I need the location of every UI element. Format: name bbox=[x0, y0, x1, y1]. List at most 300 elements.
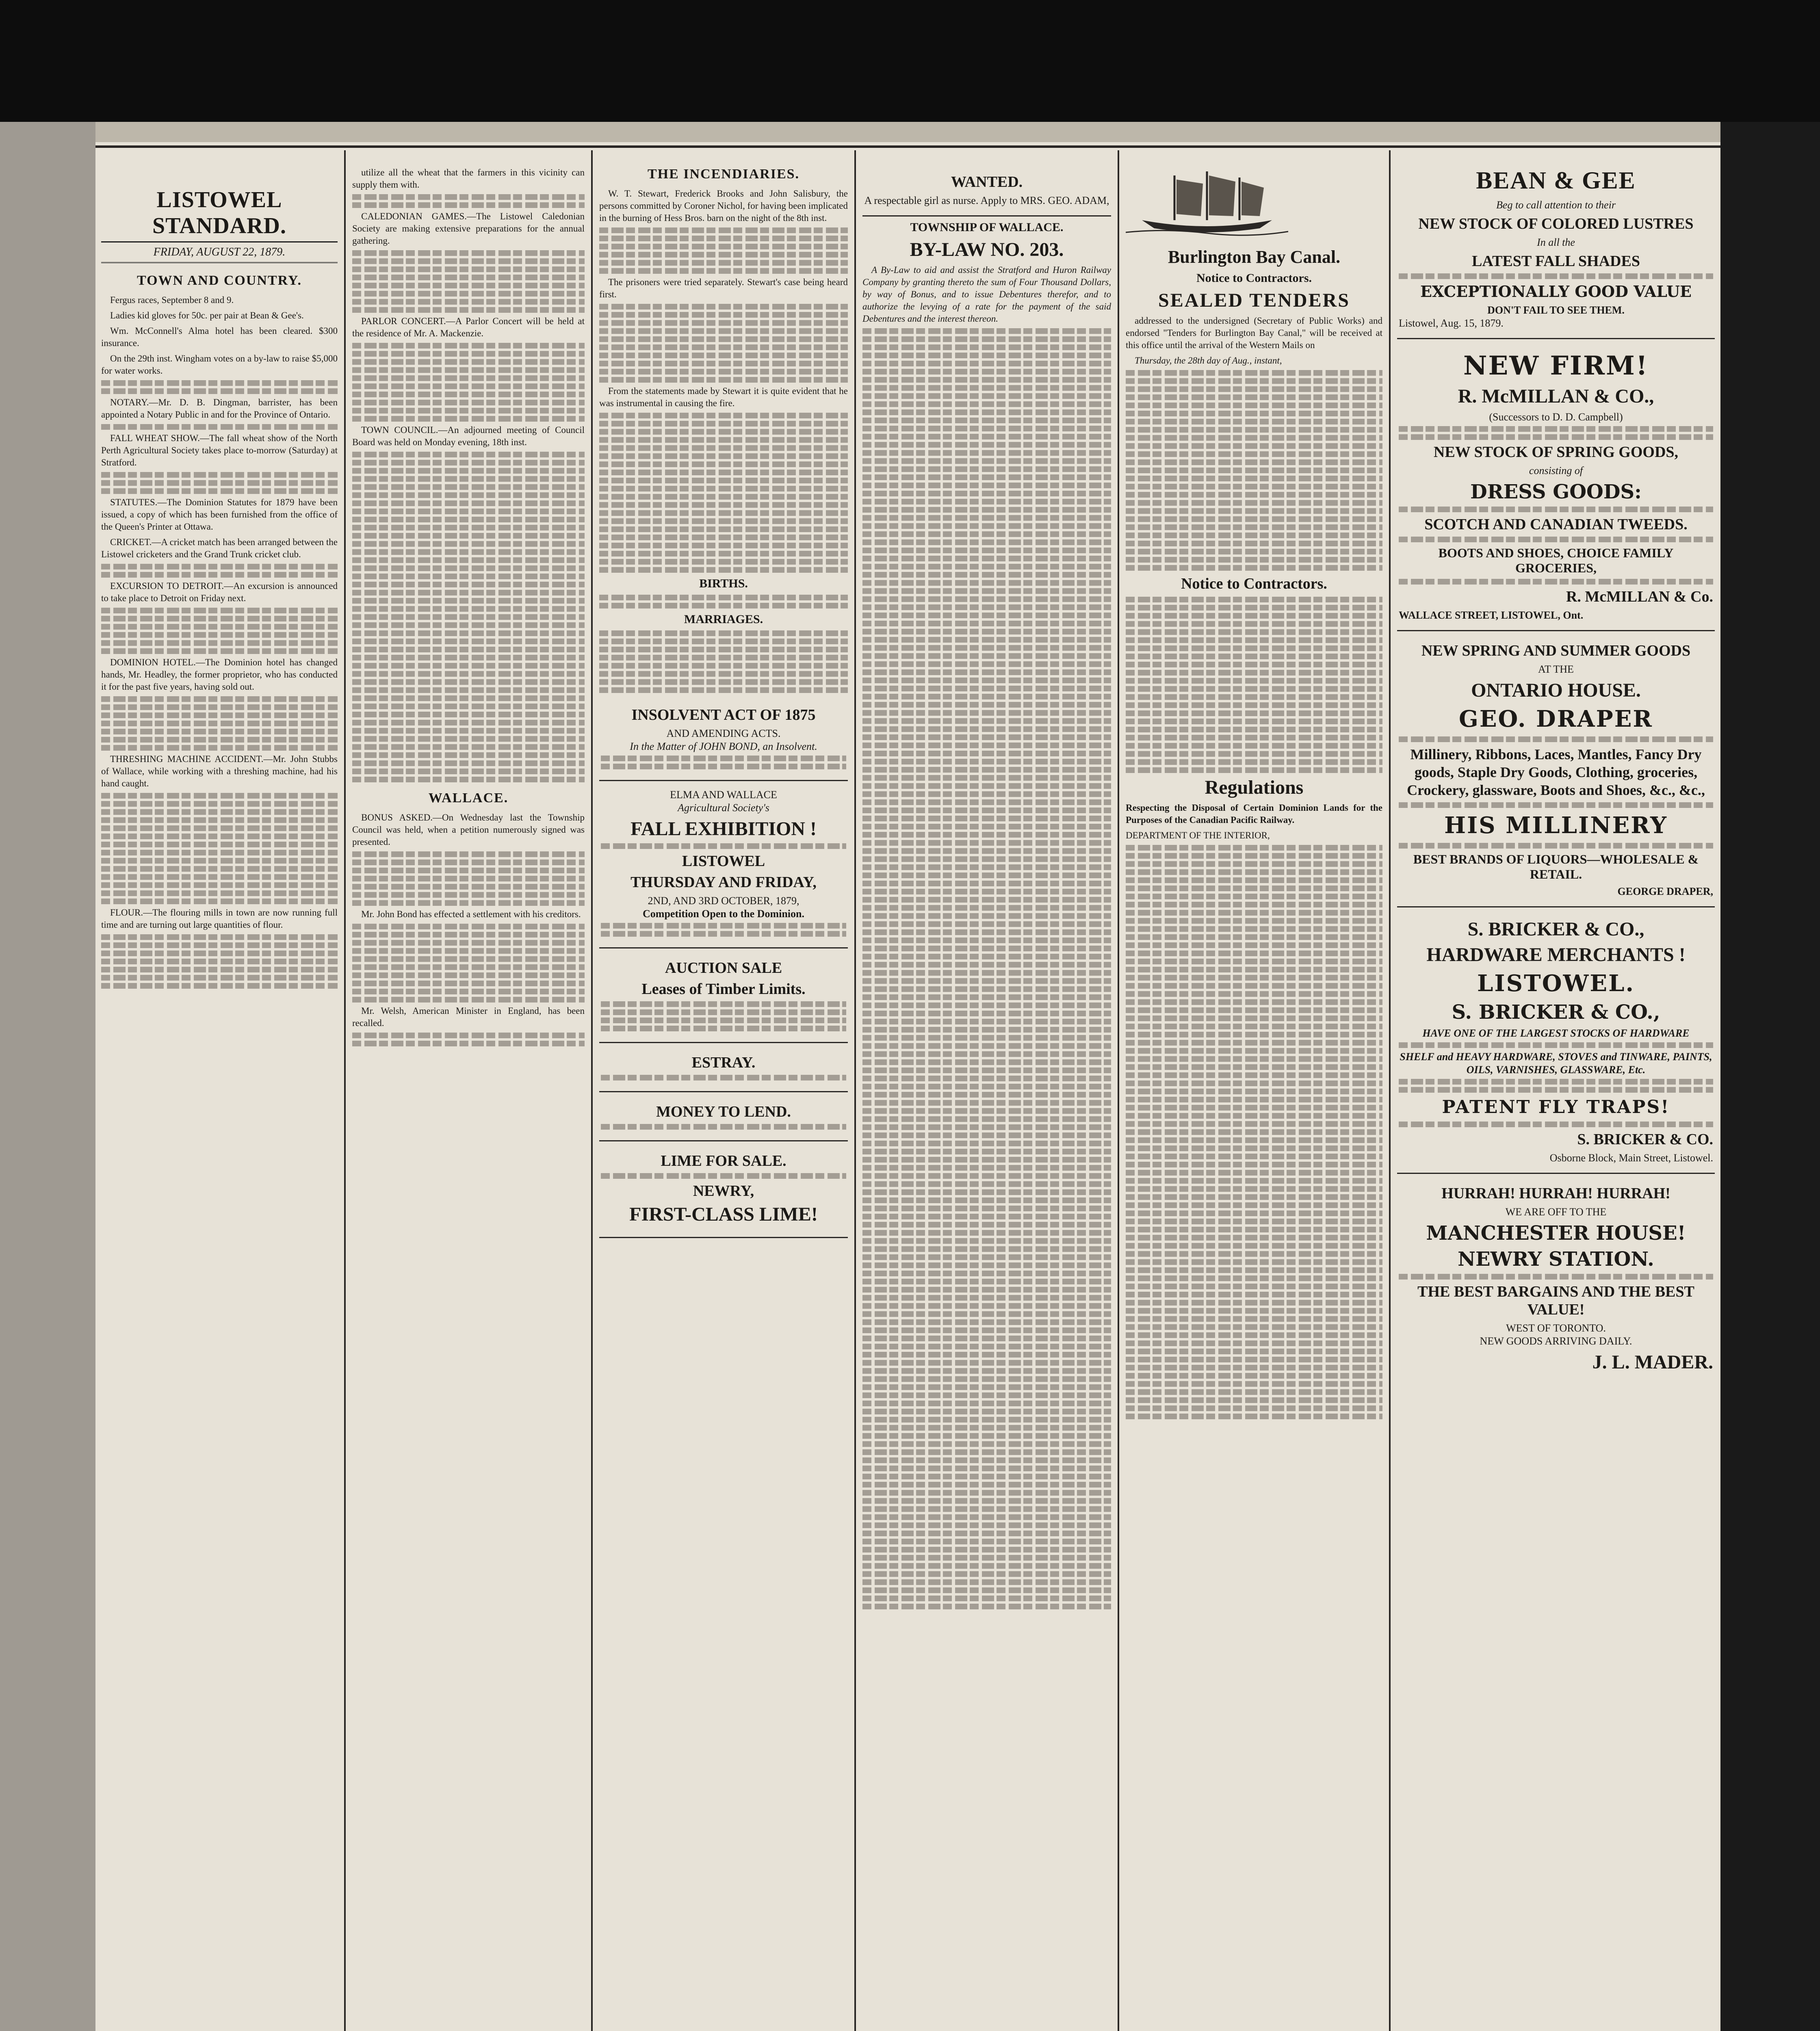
text-block bbox=[862, 808, 1111, 813]
text-block bbox=[352, 900, 585, 906]
draper-signature: GEORGE DRAPER, bbox=[1617, 886, 1713, 897]
text-block bbox=[862, 856, 1111, 862]
text-block bbox=[1126, 1016, 1382, 1021]
text-block bbox=[862, 458, 1111, 464]
text-block bbox=[1126, 1292, 1382, 1297]
text-block bbox=[1126, 1048, 1382, 1054]
text-block bbox=[862, 1539, 1111, 1544]
text-block bbox=[862, 523, 1111, 529]
text-block bbox=[101, 704, 338, 710]
issue-date: FRIDAY, AUGUST 22, 1879. bbox=[101, 243, 338, 263]
text-block bbox=[1126, 613, 1382, 619]
text-block bbox=[862, 1409, 1111, 1414]
text-block bbox=[862, 799, 1111, 805]
news-item: W. T. Stewart, Frederick Brooks and John Salisbury, the persons committed by Coroner Nichol, for having been implicated in the burning of Hess Bros. barn on the night of the 8th inst. bbox=[599, 188, 848, 223]
text-block bbox=[101, 712, 338, 718]
text-block bbox=[599, 518, 848, 524]
text-block bbox=[862, 1254, 1111, 1260]
lime-heading: LIME FOR SALE. bbox=[661, 1152, 786, 1169]
text-block bbox=[862, 1295, 1111, 1301]
tweeds: SCOTCH AND CANADIAN TWEEDS. bbox=[1424, 516, 1688, 533]
text-block bbox=[101, 424, 338, 430]
text-block bbox=[862, 1571, 1111, 1577]
text-block bbox=[862, 1051, 1111, 1057]
text-block bbox=[352, 582, 585, 587]
text-block bbox=[862, 710, 1111, 716]
text-block bbox=[101, 745, 338, 751]
text-block bbox=[599, 437, 848, 443]
text-block bbox=[1126, 468, 1382, 473]
text-block bbox=[599, 671, 848, 677]
at-the: AT THE bbox=[1538, 663, 1574, 675]
text-block bbox=[1126, 1137, 1382, 1143]
text-block bbox=[352, 712, 585, 717]
text-block bbox=[862, 840, 1111, 846]
text-block bbox=[101, 959, 338, 964]
text-block bbox=[1399, 507, 1713, 512]
text-block bbox=[599, 268, 848, 274]
newspaper-page bbox=[95, 122, 1720, 2031]
text-block bbox=[862, 491, 1111, 496]
text-block bbox=[1126, 1194, 1382, 1200]
text-block bbox=[1126, 678, 1382, 684]
text-block bbox=[599, 655, 848, 660]
text-block bbox=[352, 343, 585, 349]
text-block bbox=[352, 307, 585, 313]
text-block bbox=[862, 978, 1111, 984]
text-block bbox=[352, 598, 585, 604]
text-block bbox=[862, 1327, 1111, 1333]
text-block bbox=[1399, 736, 1713, 742]
text-block bbox=[862, 344, 1111, 350]
township-heading: TOWNSHIP OF WALLACE. bbox=[910, 221, 1064, 234]
text-block bbox=[862, 1498, 1111, 1504]
masthead: LISTOWEL STANDARD. bbox=[101, 187, 338, 243]
text-block bbox=[862, 1352, 1111, 1358]
auction-ad bbox=[599, 948, 848, 1043]
text-block bbox=[1126, 975, 1382, 981]
text-block bbox=[1126, 1251, 1382, 1257]
text-block bbox=[862, 418, 1111, 423]
text-block bbox=[352, 760, 585, 766]
text-block bbox=[1126, 565, 1382, 571]
news-item: DOMINION HOTEL.—The Dominion hotel has changed hands, Mr. Headley, the former proprietor, who has conducted it for the past five years, having sold out. bbox=[101, 657, 338, 692]
column-rule bbox=[344, 150, 346, 2031]
text-block bbox=[101, 874, 338, 880]
text-block bbox=[862, 393, 1111, 399]
text-block bbox=[862, 702, 1111, 708]
section-heading: THE INCENDIARIES. bbox=[647, 167, 800, 182]
news-item: Ladies kid gloves for 50c. per pair at Bean & Gee's. bbox=[110, 310, 304, 320]
text-block bbox=[1126, 629, 1382, 635]
text-block bbox=[1126, 1332, 1382, 1338]
text-block bbox=[862, 816, 1111, 821]
text-block bbox=[1126, 1316, 1382, 1322]
text-block bbox=[862, 1035, 1111, 1041]
text-block bbox=[599, 421, 848, 427]
text-block bbox=[599, 328, 848, 334]
text-block bbox=[1399, 802, 1713, 808]
text-block bbox=[862, 1449, 1111, 1455]
bean-gee-line: In all the bbox=[1537, 236, 1575, 248]
text-block bbox=[599, 630, 848, 636]
regulations-sub: Respecting the Disposal of Certain Dominion Lands for the Purposes of the Canadian Pacific Railway. bbox=[1126, 803, 1382, 825]
text-block bbox=[352, 359, 585, 365]
text-block bbox=[1126, 767, 1382, 773]
text-block bbox=[862, 726, 1111, 732]
news-item: BONUS ASKED.—On Wednesday last the Township Council was held, when a petition numerously signed was presented. bbox=[352, 812, 585, 847]
auction-heading: AUCTION SALE bbox=[665, 959, 782, 977]
text-block bbox=[862, 1433, 1111, 1439]
text-block bbox=[862, 767, 1111, 773]
text-block bbox=[601, 931, 846, 937]
text-block bbox=[1126, 549, 1382, 554]
text-block bbox=[1126, 942, 1382, 948]
text-block bbox=[352, 924, 585, 929]
text-block bbox=[1399, 843, 1713, 849]
text-block bbox=[599, 227, 848, 233]
bylaw-preamble: A By-Law to aid and assist the Stratford and Huron Railway Company by granting thereto the sum of Four Thousand Dollars, by way of Bonus, and to issue Debentures therefor, and to authorize the levying of a rate for the payment of the said Debentures and the interest thereon. bbox=[862, 265, 1111, 324]
text-block bbox=[352, 639, 585, 644]
text-block bbox=[352, 565, 585, 571]
text-block bbox=[352, 416, 585, 422]
text-block bbox=[599, 679, 848, 685]
text-block bbox=[862, 1108, 1111, 1114]
text-block bbox=[599, 461, 848, 467]
text-block bbox=[352, 533, 585, 539]
text-block bbox=[862, 986, 1111, 992]
text-block bbox=[601, 1075, 846, 1080]
text-block bbox=[862, 361, 1111, 366]
text-block bbox=[862, 539, 1111, 545]
text-block bbox=[352, 266, 585, 272]
news-item: CRICKET.—A cricket match has been arranged between the Listowel cricketers and the Grand Trunk cricket club. bbox=[101, 537, 338, 559]
liquors: BEST BRANDS OF LIQUORS—WHOLESALE & RETAIL. bbox=[1413, 852, 1699, 881]
text-block bbox=[352, 614, 585, 620]
text-block bbox=[1126, 1080, 1382, 1086]
text-block bbox=[352, 744, 585, 750]
bricker-title: S. BRICKER & CO., bbox=[1467, 918, 1644, 940]
text-block bbox=[101, 899, 338, 904]
text-block bbox=[1126, 1227, 1382, 1232]
ship-engraving-icon bbox=[1126, 167, 1288, 236]
text-block bbox=[862, 1011, 1111, 1016]
text-block bbox=[352, 655, 585, 660]
text-block bbox=[599, 429, 848, 435]
text-block bbox=[599, 639, 848, 644]
text-block bbox=[599, 312, 848, 318]
groceries: BOOTS AND SHOES, CHOICE FAMILY GROCERIES, bbox=[1438, 546, 1674, 575]
text-block bbox=[352, 868, 585, 873]
text-block bbox=[1126, 959, 1382, 964]
west-of-toronto: WEST OF TORONTO. bbox=[1506, 1322, 1606, 1334]
text-block bbox=[1126, 541, 1382, 546]
text-block bbox=[352, 679, 585, 685]
text-block bbox=[862, 1319, 1111, 1325]
text-block bbox=[862, 1474, 1111, 1479]
text-block bbox=[599, 526, 848, 532]
text-block bbox=[862, 572, 1111, 578]
text-block bbox=[1126, 983, 1382, 989]
text-block bbox=[862, 564, 1111, 569]
text-block bbox=[352, 606, 585, 612]
text-block bbox=[1126, 1365, 1382, 1371]
text-block bbox=[101, 882, 338, 888]
text-block bbox=[862, 775, 1111, 781]
news-item: CALEDONIAN GAMES.—The Listowel Caledonian Society are making extensive preparations for the annual gathering. bbox=[352, 211, 585, 246]
text-block bbox=[862, 921, 1111, 927]
text-block bbox=[1399, 426, 1713, 432]
hurrah: HURRAH! HURRAH! HURRAH! bbox=[1441, 1185, 1670, 1202]
text-block bbox=[1126, 524, 1382, 530]
sealed-tenders-date: Thursday, the 28th day of Aug., instant, bbox=[1135, 355, 1282, 366]
news-item: TOWN COUNCIL.—An adjourned meeting of Council Board was held on Monday evening, 18th inst. bbox=[352, 425, 585, 447]
text-block bbox=[352, 525, 585, 530]
text-block bbox=[1126, 443, 1382, 449]
text-block bbox=[862, 531, 1111, 537]
text-block bbox=[1126, 999, 1382, 1005]
text-block bbox=[352, 291, 585, 297]
text-block bbox=[101, 817, 338, 823]
text-block bbox=[1126, 1405, 1382, 1411]
text-block bbox=[101, 850, 338, 855]
text-block bbox=[1126, 492, 1382, 498]
text-block bbox=[352, 408, 585, 414]
text-block bbox=[1126, 1381, 1382, 1387]
text-block bbox=[1126, 1389, 1382, 1395]
text-block bbox=[862, 678, 1111, 683]
text-block bbox=[1399, 434, 1713, 440]
text-block bbox=[862, 1100, 1111, 1106]
text-block bbox=[101, 858, 338, 864]
text-block bbox=[1126, 727, 1382, 732]
text-block bbox=[862, 962, 1111, 968]
news-item: utilize all the wheat that the farmers in this vicinity can supply them with. bbox=[352, 167, 585, 190]
text-block bbox=[862, 369, 1111, 375]
column-1 bbox=[95, 150, 343, 2031]
text-block bbox=[1126, 435, 1382, 441]
text-block bbox=[352, 367, 585, 373]
text-block bbox=[1399, 579, 1713, 585]
news-item: Fergus races, September 8 and 9. bbox=[110, 295, 234, 305]
text-block bbox=[862, 686, 1111, 691]
mcmillan-title: R. McMILLAN & CO., bbox=[1458, 385, 1654, 407]
column-rule bbox=[591, 150, 593, 2031]
manchester-house: MANCHESTER HOUSE! bbox=[1426, 1222, 1686, 1245]
millinery-list: Millinery, Ribbons, Laces, Mantles, Fancy Dry goods, Staple Dry Goods, Clothing, groceries, Crockery, glassware, Boots and Shoes, &c., &c., bbox=[1407, 746, 1705, 798]
text-block bbox=[1126, 1097, 1382, 1102]
lime-ad bbox=[599, 1141, 848, 1238]
text-block bbox=[1126, 500, 1382, 506]
text-block bbox=[601, 1173, 846, 1179]
text-block bbox=[101, 488, 338, 494]
page-edge-left bbox=[0, 122, 95, 2031]
text-block bbox=[601, 1026, 846, 1031]
text-block bbox=[101, 380, 338, 386]
text-block bbox=[599, 244, 848, 249]
text-block bbox=[862, 718, 1111, 724]
bean-gee-date: Listowel, Aug. 15, 1879. bbox=[1399, 317, 1504, 329]
text-block bbox=[352, 1033, 585, 1038]
text-block bbox=[101, 480, 338, 486]
text-block bbox=[1126, 886, 1382, 891]
text-block bbox=[101, 890, 338, 896]
column-5 bbox=[1120, 150, 1388, 2031]
text-block bbox=[862, 1336, 1111, 1341]
text-block bbox=[1126, 1162, 1382, 1167]
text-block bbox=[601, 1001, 846, 1007]
notice-contractors-heading: Notice to Contractors. bbox=[1181, 575, 1327, 592]
text-block bbox=[862, 548, 1111, 553]
page-edge-right bbox=[1720, 122, 1820, 2031]
text-block bbox=[862, 1531, 1111, 1536]
text-block bbox=[352, 400, 585, 405]
text-block bbox=[862, 1149, 1111, 1154]
text-block bbox=[1126, 1072, 1382, 1078]
text-block bbox=[1126, 1105, 1382, 1111]
text-block bbox=[599, 377, 848, 383]
text-block bbox=[862, 694, 1111, 699]
text-block bbox=[862, 1206, 1111, 1211]
text-block bbox=[101, 842, 338, 847]
bricker-ad bbox=[1397, 907, 1715, 1174]
text-block bbox=[352, 671, 585, 677]
marriages-heading: MARRIAGES. bbox=[684, 613, 763, 626]
his-millinery: HIS MILLINERY bbox=[1444, 812, 1668, 839]
column-2 bbox=[347, 150, 590, 2031]
text-block bbox=[1126, 853, 1382, 859]
column-rule bbox=[1118, 150, 1119, 2031]
text-block bbox=[352, 892, 585, 898]
text-block bbox=[862, 913, 1111, 919]
text-block bbox=[599, 336, 848, 342]
text-block bbox=[352, 948, 585, 954]
text-block bbox=[599, 413, 848, 418]
text-block bbox=[1126, 1414, 1382, 1419]
text-block bbox=[862, 629, 1111, 634]
text-block bbox=[862, 1246, 1111, 1252]
text-block bbox=[862, 1003, 1111, 1008]
text-block bbox=[1126, 637, 1382, 643]
text-block bbox=[352, 997, 585, 1003]
money-heading: MONEY TO LEND. bbox=[656, 1103, 791, 1120]
draper-heading: GEO. DRAPER bbox=[1459, 706, 1653, 732]
text-block bbox=[862, 1076, 1111, 1081]
text-block bbox=[352, 460, 585, 466]
text-block bbox=[1126, 719, 1382, 724]
text-block bbox=[862, 328, 1111, 334]
text-block bbox=[1126, 516, 1382, 522]
text-block bbox=[862, 669, 1111, 675]
text-block bbox=[862, 1132, 1111, 1138]
section-heading: TOWN AND COUNTRY. bbox=[137, 273, 302, 288]
hardware-list: SHELF and HEAVY HARDWARE, STOVES and TINWARE, PAINTS, OILS, VARNISHES, GLASSWARE, Etc. bbox=[1400, 1051, 1712, 1076]
text-block bbox=[1126, 484, 1382, 489]
text-block bbox=[1126, 1178, 1382, 1184]
text-block bbox=[1126, 1275, 1382, 1281]
text-block bbox=[862, 499, 1111, 505]
text-block bbox=[599, 453, 848, 459]
text-block bbox=[352, 590, 585, 595]
text-block bbox=[1126, 557, 1382, 563]
insolvent-sub: AND AMENDING ACTS. bbox=[666, 728, 781, 739]
text-block bbox=[1399, 1087, 1713, 1093]
text-block bbox=[101, 721, 338, 726]
text-block bbox=[601, 764, 846, 769]
text-block bbox=[862, 661, 1111, 667]
text-block bbox=[1126, 662, 1382, 667]
text-block bbox=[1126, 869, 1382, 875]
bean-gee-title: BEAN & GEE bbox=[1476, 167, 1636, 194]
text-block bbox=[599, 551, 848, 556]
news-item: STATUTES.—The Dominion Statutes for 1879 have been issued, a copy of which has been furnished from the office of the Queen's Printer at Ottawa. bbox=[101, 497, 338, 532]
text-block bbox=[1126, 1032, 1382, 1037]
text-block bbox=[352, 517, 585, 522]
text-block bbox=[862, 466, 1111, 472]
text-block bbox=[1126, 370, 1382, 376]
text-block bbox=[352, 720, 585, 725]
top-rule bbox=[95, 145, 1720, 148]
text-block bbox=[862, 791, 1111, 797]
money-ad bbox=[599, 1092, 848, 1141]
mcmillan-ad bbox=[1397, 339, 1715, 631]
text-block bbox=[862, 1262, 1111, 1268]
estray-ad bbox=[599, 1043, 848, 1092]
news-item: THRESHING MACHINE ACCIDENT.—Mr. John Stubbs of Wallace, while working with a threshing machine, had his hand caught. bbox=[101, 754, 338, 788]
text-block bbox=[1126, 411, 1382, 416]
bean-gee-line: Beg to call attention to their bbox=[1496, 199, 1616, 211]
consisting-of: consisting of bbox=[1529, 465, 1583, 476]
text-block bbox=[352, 851, 585, 857]
text-block bbox=[101, 632, 338, 638]
wanted-heading: WANTED. bbox=[951, 173, 1023, 191]
text-block bbox=[1126, 861, 1382, 867]
manchester-ad bbox=[1397, 1174, 1715, 1385]
text-block bbox=[862, 1189, 1111, 1195]
hardware-merchants: HARDWARE MERCHANTS ! bbox=[1426, 944, 1686, 966]
text-block bbox=[1126, 1064, 1382, 1070]
text-block bbox=[601, 923, 846, 929]
text-block bbox=[862, 1579, 1111, 1585]
text-block bbox=[862, 1116, 1111, 1122]
text-block bbox=[352, 383, 585, 389]
text-block bbox=[862, 385, 1111, 391]
text-block bbox=[1126, 378, 1382, 384]
exhibition-place: LISTOWEL bbox=[682, 853, 765, 870]
text-block bbox=[1126, 1007, 1382, 1013]
insolvent-heading: INSOLVENT ACT OF 1875 bbox=[631, 706, 816, 723]
text-block bbox=[352, 876, 585, 881]
text-block bbox=[1126, 1397, 1382, 1403]
column-3 bbox=[594, 150, 854, 2031]
text-block bbox=[352, 492, 585, 498]
exhibition-sub: Agricultural Society's bbox=[678, 802, 769, 814]
text-block bbox=[1126, 1170, 1382, 1176]
text-block bbox=[1126, 459, 1382, 465]
news-item: NOTARY.—Mr. D. B. Dingman, barrister, has been appointed a Notary Public in and for the Province of Ontario. bbox=[101, 397, 338, 420]
text-block bbox=[862, 1441, 1111, 1447]
text-block bbox=[1126, 686, 1382, 692]
news-item: FLOUR.—The flouring mills in town are now running full time and are turning out large quantities of flour. bbox=[101, 907, 338, 930]
bricker-signature: S. BRICKER & CO. bbox=[1577, 1131, 1713, 1148]
text-block bbox=[1126, 597, 1382, 602]
text-block bbox=[599, 353, 848, 358]
news-item: EXCURSION TO DETROIT.—An excursion is announced to take place to Detroit on Friday next. bbox=[101, 581, 338, 603]
text-block bbox=[862, 1392, 1111, 1398]
spring-goods: NEW STOCK OF SPRING GOODS, bbox=[1433, 444, 1679, 461]
text-block bbox=[862, 1384, 1111, 1390]
text-block bbox=[599, 595, 848, 600]
